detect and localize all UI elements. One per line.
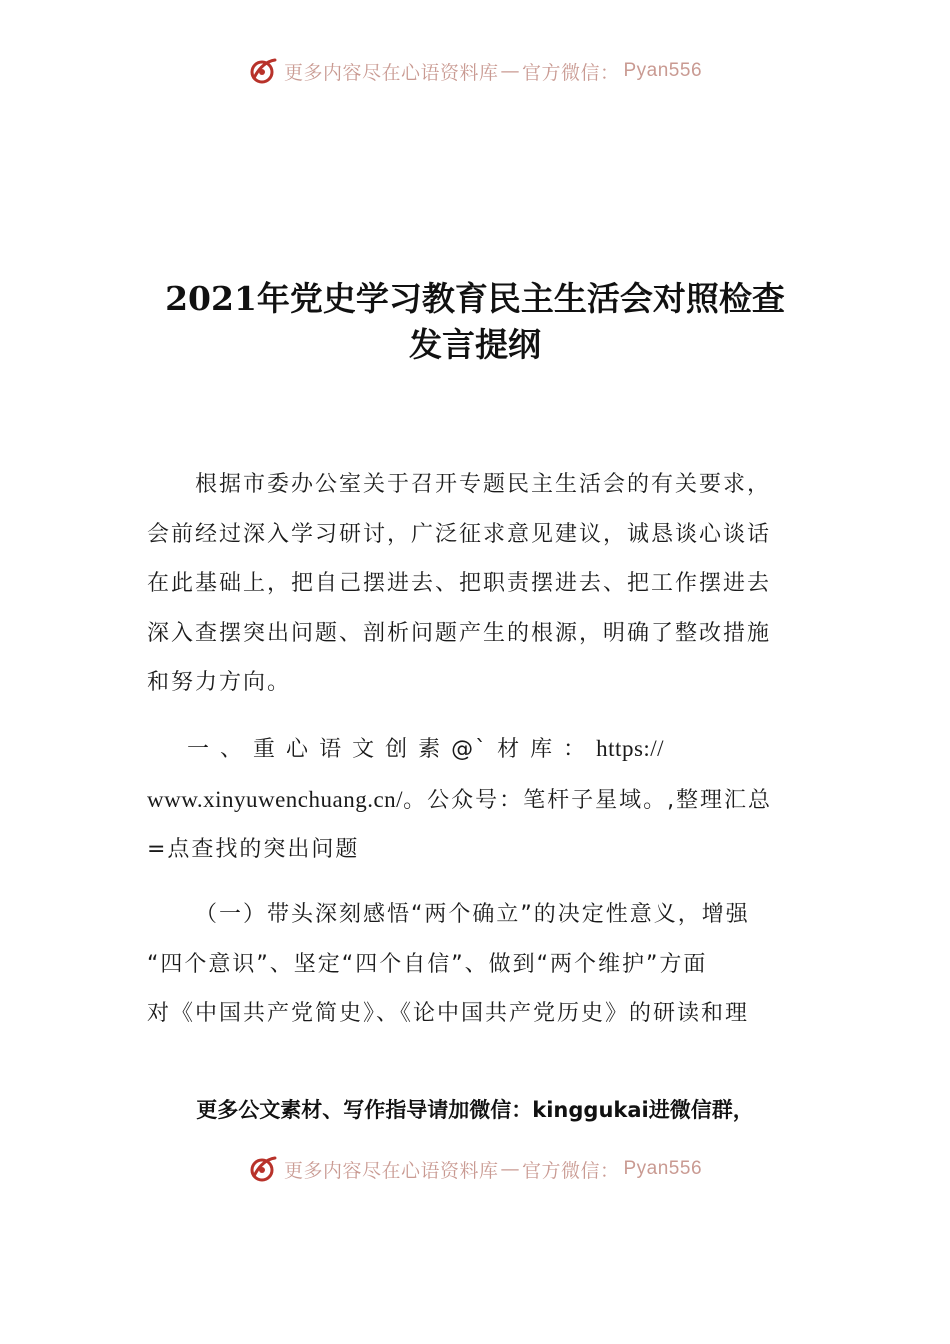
section-1-line-3: =点查找的突出问题: [147, 837, 360, 862]
watermark-wechat-label: 官方微信：: [521, 1159, 620, 1182]
section-1-paragraph: [147, 724, 807, 875]
spread-char: 素: [418, 737, 443, 762]
spread-char: @`: [451, 737, 489, 762]
watermark-wechat-id: Pyan556: [623, 1158, 703, 1179]
section-1-line-2-rest: 。公众号：笔杆子星域。,整理汇总: [403, 787, 773, 813]
paragraph-line: 深入查摆突出问题、剖析问题产生的根源，明确了整改措施: [147, 620, 772, 646]
watermark-wechat-label: 官方微信：: [521, 61, 620, 84]
paragraph-line: 在此基础上，把自己摆进去、把职责摆进去、把工作摆进去: [147, 571, 772, 596]
spread-char: 、: [220, 737, 245, 762]
spread-char: 重: [253, 737, 278, 762]
website-url: www.xinyuwenchuang.cn/: [147, 786, 404, 812]
title-line-2: 发言提纲: [409, 325, 541, 364]
paragraph-line: 根据市委办公室关于召开专题民主生活会的有关要求，: [195, 472, 772, 497]
section-1-line-1: [147, 724, 807, 775]
spread-char: 材: [497, 737, 522, 762]
paragraph-line: 对《中国共产党简史》、《论中国共产党历史》的研读和理: [147, 1001, 750, 1026]
spread-char: ：: [563, 737, 588, 762]
paragraph-line: （一）带头深刻感悟“两个确立”的决定性意义，增强: [195, 902, 750, 927]
brush-logo-icon: [248, 1154, 278, 1184]
spread-char: 创: [385, 737, 410, 762]
watermark-separator: —: [500, 60, 520, 82]
watermark-text: 更多内容尽在心语资料库: [283, 61, 499, 84]
watermark-separator: —: [500, 1158, 520, 1180]
document-title: [140, 276, 810, 368]
watermark-top: [0, 56, 950, 86]
intro-paragraph: [147, 460, 807, 708]
watermark-wechat-id: Pyan556: [623, 60, 703, 81]
paragraph-line: 和努力方向。: [147, 670, 292, 695]
watermark-text: 更多内容尽在心语资料库: [283, 1159, 499, 1182]
subsection-1-paragraph: [147, 890, 807, 1039]
spread-char: 心: [286, 737, 311, 762]
spread-url-start: https://: [596, 736, 665, 761]
paragraph-line: “四个意识”、坚定“四个自信”、做到“两个维护”方面: [147, 951, 708, 977]
spread-char: 语: [319, 737, 344, 762]
spread-char: 一: [187, 737, 212, 762]
title-line-1: 2021年党史学习教育民主生活会对照检查: [165, 279, 785, 318]
watermark-bottom: [0, 1154, 950, 1184]
footer-note: 更多公文素材、写作指导请加微信：kinggukai进微信群，: [196, 1098, 754, 1122]
brush-logo-icon: [248, 56, 278, 86]
spread-char: 文: [352, 737, 377, 762]
paragraph-line: 会前经过深入学习研讨，广泛征求意见建议，诚恳谈心谈话: [147, 521, 772, 547]
section-1-line-2: [147, 775, 807, 826]
spread-char: 库: [530, 737, 555, 762]
